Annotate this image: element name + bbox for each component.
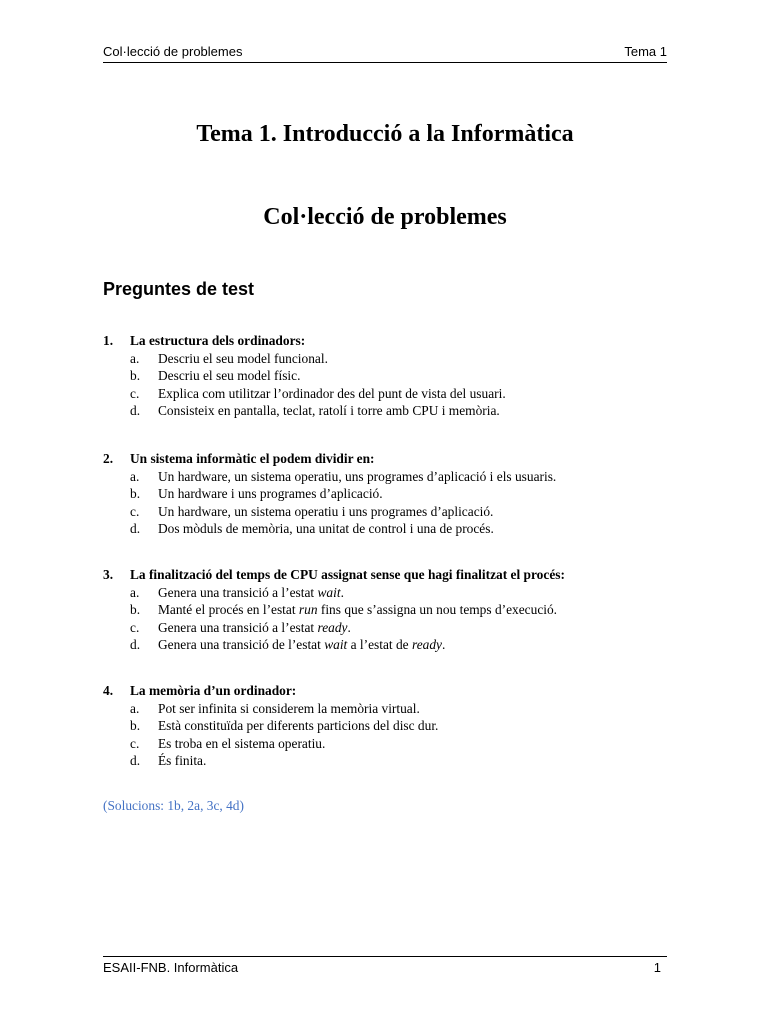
question-header xyxy=(103,450,667,468)
option-text-part: Genera una transició a l’estat xyxy=(158,584,318,600)
option-letter: a. xyxy=(130,700,140,716)
document-subtitle: Col·lecció de problemes xyxy=(263,204,507,230)
page-footer xyxy=(103,956,667,975)
question-number: 1. xyxy=(103,333,114,348)
option-b xyxy=(103,367,667,385)
option-letter: a. xyxy=(130,468,140,484)
option-letter: b. xyxy=(130,486,141,502)
question-1 xyxy=(103,332,667,420)
question-3 xyxy=(103,566,667,654)
option-letter: c. xyxy=(130,735,140,751)
option-letter: a. xyxy=(130,584,140,600)
page-header xyxy=(103,42,667,63)
option-text xyxy=(158,601,557,619)
option-d xyxy=(103,636,667,654)
option-state-name: run xyxy=(298,602,318,618)
option-d xyxy=(103,752,667,770)
option-a xyxy=(103,584,667,602)
option-text: Un hardware i uns programes d’aplicació. xyxy=(158,486,383,502)
option-letter: b. xyxy=(130,368,141,384)
option-letter: d. xyxy=(130,521,141,537)
section-heading: Preguntes de test xyxy=(103,279,255,299)
question-header xyxy=(103,332,667,350)
option-a xyxy=(103,350,667,368)
option-text-part: . xyxy=(347,619,351,635)
question-text: Un sistema informàtic el podem dividir en: xyxy=(130,451,375,466)
option-text: Explica com utilitzar l’ordinador des del punt de vista del usuari. xyxy=(158,385,506,401)
question-number: 2. xyxy=(103,451,114,466)
option-text: Un hardware, un sistema operatiu i uns programes d’aplicació. xyxy=(158,503,494,519)
option-text-part: a l’estat de xyxy=(347,637,412,653)
option-text: Pot ser infinita si considerem la memòria virtual. xyxy=(158,700,420,716)
option-text: Està constituïda per diferents particions del disc dur. xyxy=(158,718,439,734)
option-letter: c. xyxy=(130,619,140,635)
option-c xyxy=(103,619,667,637)
header-right-text: Tema 1 xyxy=(624,44,667,59)
option-state-name: ready xyxy=(317,619,348,635)
question-number: 3. xyxy=(103,567,114,582)
option-state-name: ready xyxy=(411,637,442,653)
question-header xyxy=(103,682,667,700)
option-text-part: . xyxy=(441,637,446,653)
question-text: La memòria d’un ordinador: xyxy=(130,683,297,698)
solutions-note: (Solucions: 1b, 2a, 3c, 4d) xyxy=(103,798,244,813)
option-text: Descriu el seu model físic. xyxy=(158,368,301,384)
option-letter: a. xyxy=(130,350,140,366)
option-d xyxy=(103,402,667,420)
option-letter: b. xyxy=(130,602,141,618)
page-number: 1 xyxy=(653,960,661,975)
option-text: És finita. xyxy=(158,753,207,769)
option-text-part: . xyxy=(340,584,344,600)
option-text: Un hardware, un sistema operatiu, uns programes d’aplicació i els usuaris. xyxy=(158,468,557,484)
question-2 xyxy=(103,450,667,538)
option-a xyxy=(103,700,667,718)
option-text-part: fins que s’assigna un nou temps d’execució. xyxy=(317,602,558,618)
option-letter: c. xyxy=(130,503,140,519)
option-letter: d. xyxy=(130,753,141,769)
question-text: La finalització del temps de CPU assignat sense que hagi finalitzat el procés: xyxy=(130,567,565,582)
option-text xyxy=(158,584,344,602)
option-b xyxy=(103,485,667,503)
option-text: Dos mòduls de memòria, una unitat de control i una de procés. xyxy=(158,521,494,537)
option-letter: d. xyxy=(130,403,141,419)
option-d xyxy=(103,520,667,538)
option-state-name: wait xyxy=(317,584,341,600)
option-c xyxy=(103,385,667,403)
option-b xyxy=(103,717,667,735)
option-c xyxy=(103,735,667,753)
question-number: 4. xyxy=(103,683,114,698)
header-left-text: Col·lecció de problemes xyxy=(103,44,243,59)
option-state-name: wait xyxy=(324,637,348,653)
option-letter: d. xyxy=(130,637,141,653)
question-text: La estructura dels ordinadors: xyxy=(130,333,306,348)
option-letter: c. xyxy=(130,385,140,401)
option-text: Es troba en el sistema operatiu. xyxy=(158,735,326,751)
option-c xyxy=(103,503,667,521)
option-text-part: Genera una transició a l’estat xyxy=(158,619,318,635)
option-b xyxy=(103,601,667,619)
option-text xyxy=(158,636,445,654)
document-title: Tema 1. Introducció a la Informàtica xyxy=(196,121,574,147)
question-header xyxy=(103,566,667,584)
option-a xyxy=(103,468,667,486)
option-letter: b. xyxy=(130,718,141,734)
option-text: Consisteix en pantalla, teclat, ratolí i torre amb CPU i memòria. xyxy=(158,403,500,419)
option-text xyxy=(158,619,351,637)
question-4 xyxy=(103,682,667,770)
option-text-part: Genera una transició de l’estat xyxy=(158,637,325,653)
option-text-part: Manté el procés en l’estat xyxy=(158,602,299,618)
footer-left-text: ESAII-FNB. Informàtica xyxy=(103,960,239,975)
option-text: Descriu el seu model funcional. xyxy=(158,350,328,366)
